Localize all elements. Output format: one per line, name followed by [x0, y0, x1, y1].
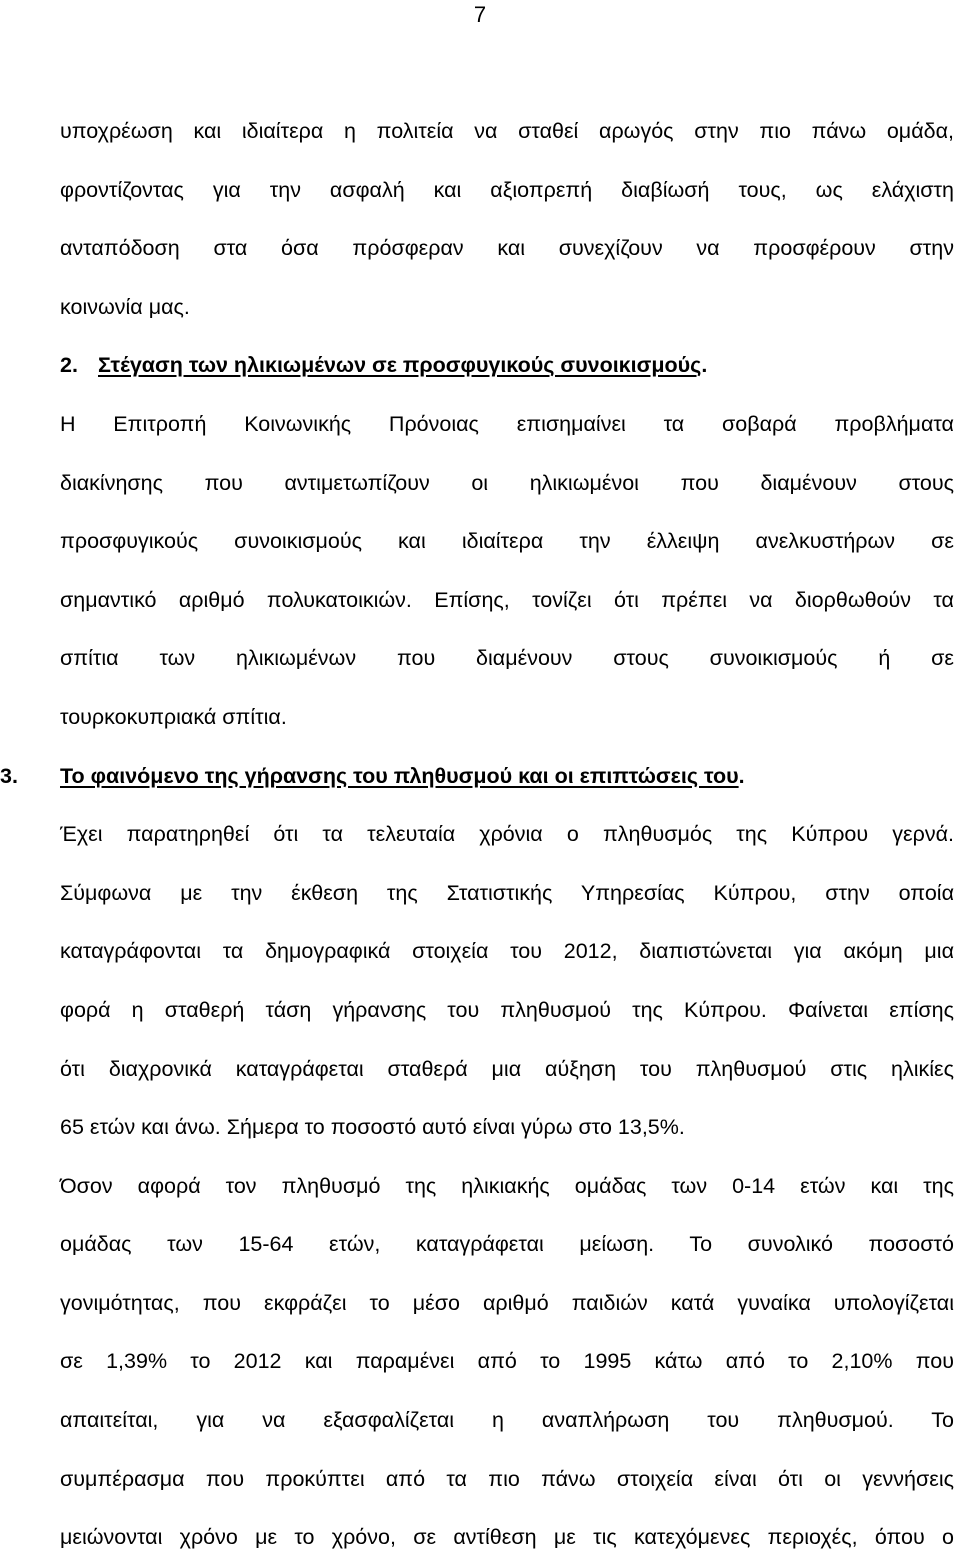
paragraph-line: φορά η σταθερή τάση γήρανσης του πληθυσμού της Κύπρου. Φαίνεται επίσης — [60, 997, 954, 1022]
paragraph-line: διακίνησης που αντιμετωπίζουν οι ηλικιωμένοι που διαμένουν στους — [60, 470, 954, 495]
section-title: Στέγαση των ηλικιωμένων σε προσφυγικούς συνοικισμούς — [98, 353, 702, 378]
section-heading-2 — [60, 336, 954, 395]
document-body — [0, 102, 954, 1567]
paragraph-line: Όσον αφορά τον πληθυσμό της ηλικιακής ομάδας των 0-14 ετών και της — [60, 1173, 954, 1198]
paragraph-line: καταγράφονται τα δημογραφικά στοιχεία του 2012, διαπιστώνεται για ακόμη μια — [60, 939, 954, 964]
paragraph-line: υποχρέωση και ιδιαίτερα η πολιτεία να σταθεί αρωγός στην πιο πάνω ομάδα, — [60, 119, 954, 143]
paragraph-line: τουρκοκυπριακά σπίτια. — [60, 704, 287, 729]
paragraph-line: ομάδας των 15-64 ετών, καταγράφεται μείωση. Το συνολικό ποσοστό — [60, 1232, 954, 1257]
paragraph-line: Έχει παρατηρηθεί ότι τα τελευταία χρόνια ο πληθυσμός της Κύπρου γερνά. — [60, 822, 954, 847]
paragraph-line: Η Επιτροπή Κοινωνικής Πρόνοιας επισημαίνει τα σοβαρά προβλήματα — [60, 411, 954, 436]
paragraph-line: Σύμφωνα με την έκθεση της Στατιστικής Υπηρεσίας Κύπρου, στην οποία — [60, 880, 954, 905]
paragraph-line: ανταπόδοση στα όσα πρόσφεραν και συνεχίζουν να προσφέρουν στην — [60, 236, 954, 261]
paragraph-line: προσφυγικούς συνοικισμούς και ιδιαίτερα την έλλειψη ανελκυστήρων σε — [60, 529, 954, 554]
paragraph-line: σημαντικό αριθμό πολυκατοικιών. Επίσης, τονίζει ότι πρέπει να διορθωθούν τα — [60, 587, 954, 612]
paragraph-line: 65 ετών και άνω. Σήμερα το ποσοστό αυτό είναι γύρω στο 13,5%. — [60, 1115, 685, 1140]
paragraph-line: σε 1,39% το 2012 και παραμένει από το 1995 κάτω από το 2,10% που — [60, 1349, 954, 1374]
paragraph-line: σπίτια των ηλικιωμένων που διαμένουν στους συνοικισμούς ή σε — [60, 646, 954, 671]
paragraph-line: κοινωνία μας. — [60, 294, 190, 319]
section-title-suffix: . — [701, 353, 708, 378]
section-title-suffix: . — [738, 763, 745, 788]
section-title: Το φαινόμενο της γήρανσης του πληθυσμού και οι επιπτώσεις του — [60, 763, 739, 788]
paragraph-line: ότι διαχρονικά καταγράφεται σταθερά μια αύξηση του πληθυσμού στις ηλικίες — [60, 1056, 954, 1081]
paragraph-line: μειώνονται χρόνο με το χρόνο, σε αντίθεση με τις κατεχόμενες περιοχές, όπου ο — [60, 1525, 954, 1550]
paragraph-line: απαιτείται, για να εξασφαλίζεται η αναπλήρωση του πληθυσμού. Το — [60, 1408, 954, 1433]
paragraph-line: φροντίζοντας για την ασφαλή και αξιοπρεπή διαβίωσή τους, ως ελάχιστη — [60, 177, 954, 202]
section-heading-3 — [0, 747, 954, 806]
paragraph-line: γονιμότητας, που εκφράζει το μέσο αριθμό παιδιών κατά γυναίκα υπολογίζεται — [60, 1290, 954, 1315]
section-number: 3. — [0, 763, 18, 788]
paragraph-line: συμπέρασμα που προκύπτει από τα πιο πάνω στοιχεία είναι ότι οι γεννήσεις — [60, 1466, 954, 1491]
section-number: 2. — [60, 353, 78, 378]
page-number: 7 — [473, 2, 487, 27]
